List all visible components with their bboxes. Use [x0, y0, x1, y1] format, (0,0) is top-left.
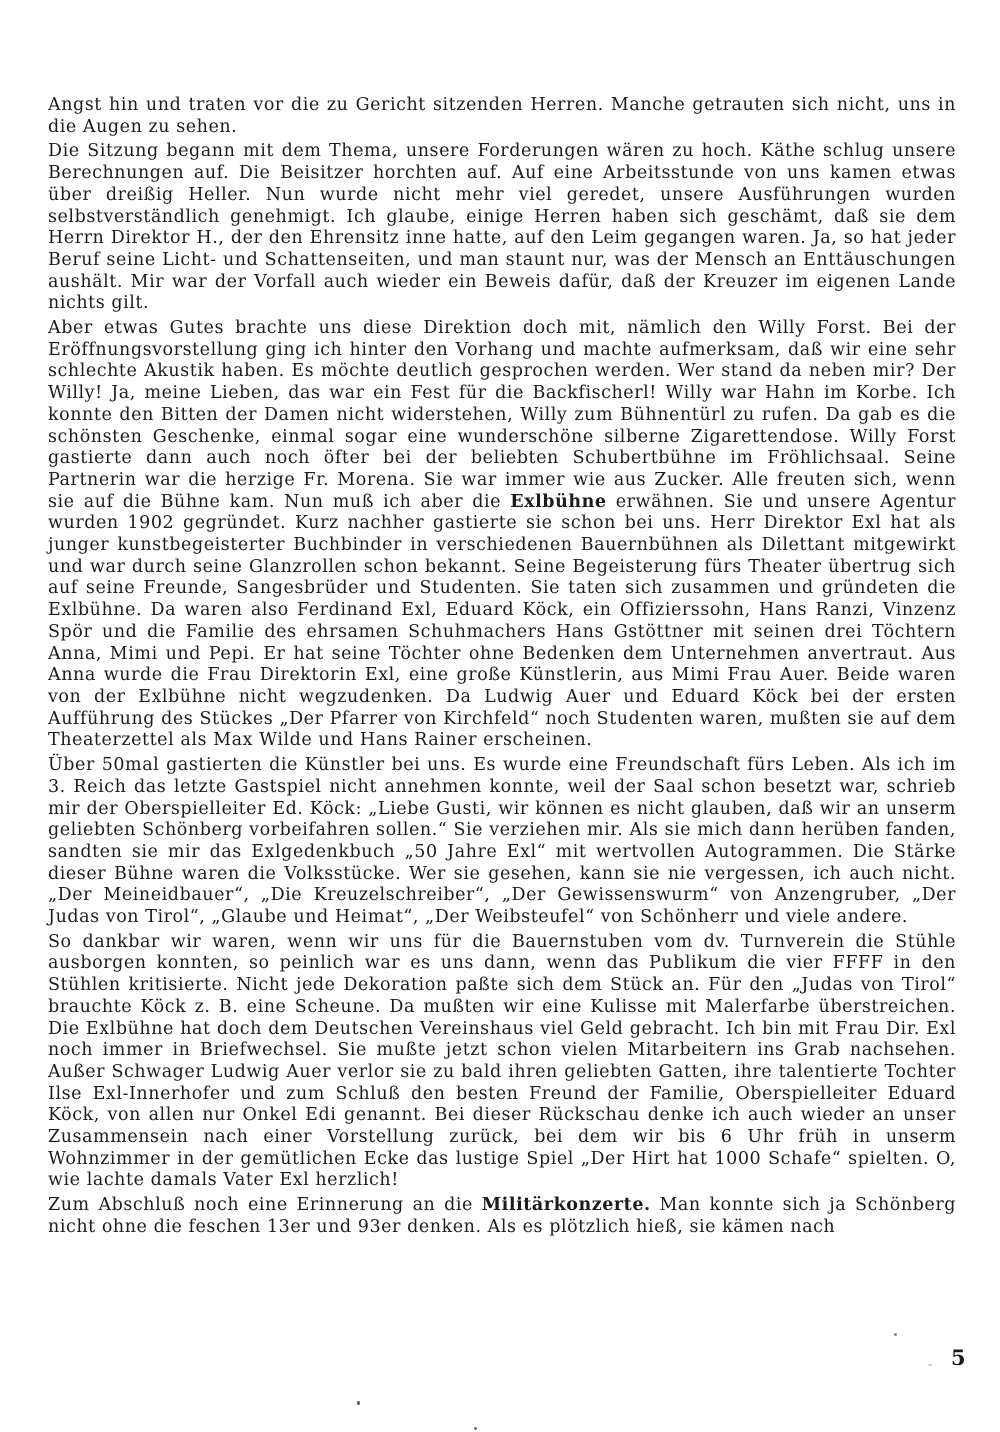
text-segment: Zum Abschluß noch eine Erinnerung an die [48, 1195, 482, 1216]
text-segment: Aber etwas Gutes brachte uns diese Direktion doch mit, nämlich den Willy Forst. Bei der Eröffnungsvorstellung ging ich hinter den Vorhang und machte aufmerksam, daß wir eine sehr schlechte Akustik haben. Es möchte deutlich gesprochen werden. Wer stand da neben mir? Der Willy! Ja, meine Lieben, das war ein Fest für die Backfischerl! Willy war Hahn im Korbe. Ich konnte den Bitten der Damen nicht widerstehen, Willy zum Bühnentürl zu rufen. Da gab es die schönsten Geschenke, einmal sogar eine wunderschöne silberne Zigarettendose. Willy Forst gastierte dann auch noch öfter bei der beliebten Schubertbühne im Fröhlichsaal. Seine Partnerin war die herzige Fr. Morena. Sie war immer wie aus Zucker. Alle freuten sich, wenn sie auf die Bühne kam. Nun muß ich aber die [48, 318, 956, 512]
bold-text-segment: Exlbühne [510, 491, 607, 512]
scan-speck [894, 1333, 897, 1336]
text-segment: Die Sitzung begann mit dem Thema, unsere Forderungen wären zu hoch. Käthe schlug unsere Berechnungen auf. Die Beisitzer horchten auf. Auf eine Arbeitsstunde von uns kamen etwas über dreißig Heller. Nun wurde nicht mehr viel geredet, unsere Ausführungen wurden selbstverständlich genehmigt. Ich glaube, einige Herren haben sich geschämt, daß sie dem Herrn Direktor H., der den Ehrensitz inne hatte, auf den Leim gegangen waren. Ja, so hat jeder Beruf seine Licht- und Schattenseiten, und man staunt nur, was der Mensch an Enttäuschungen aushält. Mir war der Vorfall auch wieder ein Beweis dafür, daß der Kreuzer im eigenen Lande nichts gilt. [48, 141, 956, 314]
paragraph [48, 755, 956, 929]
paragraph [48, 932, 956, 1192]
text-segment: Über 50mal gastierten die Künstler bei uns. Es wurde eine Freundschaft fürs Leben. Als ich im 3. Reich das letzte Gastspiel nicht annehmen konnte, weil der Saal schon besetzt war, schrieb mir der Oberspielleiter Ed. Köck: „Liebe Gusti, wir können es nicht glauben, daß wir an unserm geliebten Schönberg vorbeifahren sollen.“ Sie verziehen mir. Als sie mich dann herüben fanden, sandten sie mir das Exlgedenkbuch „50 Jahre Exl“ mit wertvollen Autogrammen. Die Stärke dieser Bühne waren die Volksstücke. Wer sie gesehen, kann sie nie vergessen, ich auch nicht. „Der Meineidbauer“, „Die Kreuzelschreiber“, „Der Gewissenswurm“ von Anzengruber, „Der Judas von Tirol“, „Glaube und Heimat“, „Der Weibsteufel“ von Schönherr und viele andere. [48, 755, 956, 928]
scan-speck [928, 1364, 932, 1366]
text-segment: erwähnen. Sie und unsere Agentur wurden 1902 gegründet. Kurz nachher gastierte sie schon bei uns. Herr Direktor Exl hat als junger kunstbegeisterter Buchbinder in verschiedenen Bauernbühnen als Dilettant mitgewirkt und war durch seine Glanzrollen schon bekannt. Seine Begeisterung fürs Theater übertrug sich auf seine Freunde, Sangesbrüder und Studenten. Sie taten sich zusammen und gründeten die Exlbühne. Da waren also Ferdinand Exl, Eduard Köck, ein Offizierssohn, Hans Ranzi, Vinzenz Spör und die Familie des ehrsamen Schuhmachers Hans Gstöttner mit seinen drei Töchtern Anna, Mimi und Pepi. Er hat seine Töchter ohne Bedenken dem Unternehmen anvertraut. Aus Anna wurde die Frau Direktorin Exl, eine große Künstlerin, aus Mimi Frau Auer. Beide waren von der Exlbühne nicht wegzudenken. Da Ludwig Auer und Eduard Köck bei der ersten Aufführung des Stückes „Der Pfarrer von Kirchfeld“ noch Studenten waren, mußten sie auf dem Theaterzettel als Max Wilde und Hans Rainer erscheinen. [48, 491, 956, 751]
paragraph [48, 1195, 956, 1238]
page-text [48, 95, 956, 1239]
paragraph [48, 141, 956, 315]
scan-speck [474, 1427, 477, 1430]
text-segment: Man konnte sich ja Schönberg nicht ohne die feschen 13er und 93er denken. Als es plötzlich hieß, sie kämen nach [48, 1195, 956, 1237]
paragraph [48, 318, 956, 752]
text-segment: So dankbar wir waren, wenn wir uns für die Bauernstuben vom dv. Turnverein die Stühle ausborgen konnten, so peinlich war es uns dann, wenn das Publikum die vier FFFF in den Stühlen kritisierte. Nicht jede Dekoration paßte sich dem Stück an. Für den „Judas von Tirol“ brauchte Köck z. B. eine Scheune. Da mußten wir eine Kulisse mit Malerfarbe überstreichen. Die Exlbühne hat doch dem Deutschen Vereinshaus viel Geld gebracht. Ich bin mit Frau Dir. Exl noch immer in Briefwechsel. Sie mußte jetzt schon vielen Mitarbeitern ins Grab nachsehen. Außer Schwager Ludwig Auer verlor sie zu bald ihren geliebten Gatten, ihre talentierte Tochter Ilse Exl-Innerhofer und zum Schluß den besten Freund der Familie, Oberspielleiter Eduard Köck, von allen nur Onkel Edi genannt. Bei dieser Rückschau denke ich auch wieder an unser Zusammensein nach einer Vorstellung zurück, bei dem wir bis 6 Uhr früh in unserm Wohnzimmer in der gemütlichen Ecke das lustige Spiel „Der Hirt hat 1000 Schafe“ spielten. O, wie lachte damals Vater Exl herzlich! [48, 931, 956, 1191]
bold-text-segment: Militärkonzerte. [481, 1195, 651, 1216]
paragraph [48, 95, 956, 138]
text-segment: Angst hin und traten vor die zu Gericht sitzenden Herren. Manche getrauten sich nicht, uns in die Augen zu sehen. [48, 95, 956, 137]
page-number: 5 [951, 1345, 966, 1370]
scan-speck [357, 1401, 360, 1405]
